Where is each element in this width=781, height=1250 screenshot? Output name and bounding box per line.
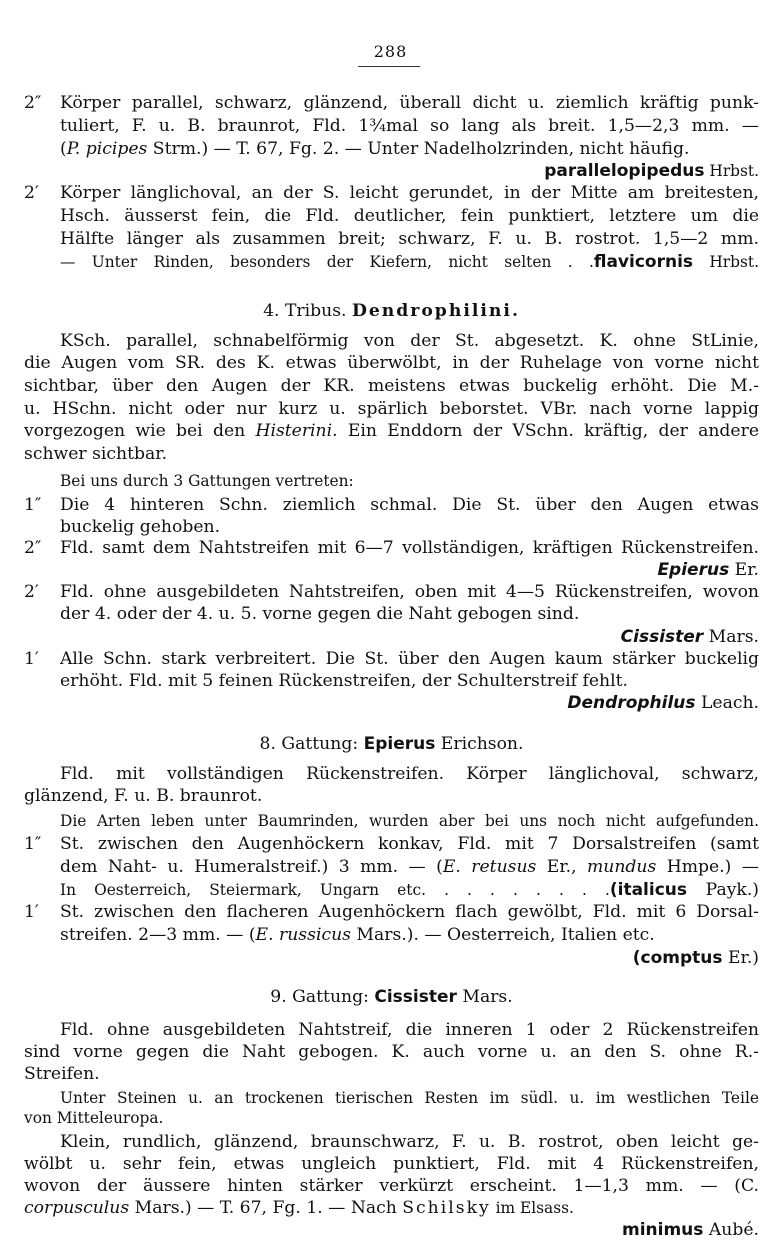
genus-line: Dendrophilus Leach. <box>567 693 759 713</box>
text-line: Die Arten leben unter Baumrinden, wurden aber bei uns noch nicht aufgefunden. <box>60 812 759 830</box>
synonym: P. picipes <box>66 139 148 159</box>
text-line: u. HSchn. nicht oder nur kurz u. spärlich beborstet. VBr. nach vorne lappig <box>24 399 759 419</box>
text-line: der 4. oder der 4. u. 5. vorne gegen die Naht gebogen sind. <box>60 604 580 624</box>
text-line: von Mitteleuropa. <box>24 1109 164 1127</box>
text-line: dem Naht- u. Humeralstreif.) 3 mm. — (E. retusus Er., mundus Hmpe.) — <box>60 857 759 877</box>
species-line <box>24 1219 759 1241</box>
key-line-1pp: 1″ St. zwischen den Augenhöckern konkav, Fld. mit 7 Dorsalstreifen (samt <box>24 834 759 854</box>
text-line: Fld. mit vollständigen Rückenstreifen. Körper länglichoval, schwarz, <box>60 764 759 784</box>
tribus-name: Dendrophilini. <box>351 301 520 321</box>
text-line: KSch. parallel, schnabelförmig von der St. abgesetzt. K. ohne StLinie, <box>60 331 759 351</box>
species-line: In Oesterreich, Steiermark, Ungarn etc. . . . . . . . .(italicus Payk.) <box>60 880 759 900</box>
species-line <box>24 160 759 182</box>
species-author: Hrbst. <box>704 162 759 180</box>
text-line: Streifen. <box>24 1064 100 1084</box>
species-name: parallelopipedus <box>544 161 705 181</box>
key-line-2pp <box>24 92 759 114</box>
text-line: wovon der äussere hinten stärker verkürzt erscheint. 1—1,3 mm. — (C. <box>24 1176 759 1196</box>
key-number: 2′ <box>24 183 39 203</box>
text-line: erhöht. Fld. mit 5 feinen Rückenstreifen, der Schulterstreif fehlt. <box>60 671 628 691</box>
genus-name: Cissister <box>374 987 457 1007</box>
page-number-rule <box>358 66 420 67</box>
species-name: flavicornis <box>593 252 694 272</box>
species-name: (comptus <box>632 948 723 968</box>
text-line: schwer sichtbar. <box>24 444 168 464</box>
species-author: Er.) <box>722 948 759 968</box>
genus-line: Cissister Mars. <box>620 627 759 647</box>
species-line <box>24 947 759 969</box>
genus-heading: 8. Gattung: Epierus Erichson. <box>259 734 524 754</box>
key-line-2p: 2′ Körper länglichoval, an der S. leicht gerundet, in der Mitte am breitesten, <box>24 183 759 203</box>
genus-name: Epierus <box>657 560 730 580</box>
text-line: die Augen vom SR. des K. etwas überwölbt, in der Ruhelage von vorne nicht <box>24 353 759 373</box>
text-line: glänzend, F. u. B. braunrot. <box>24 786 263 806</box>
species-author: Hrbst. <box>693 253 759 271</box>
text-line: vorgezogen wie bei den Histerini. Ein Enddorn der VSchn. kräftig, der andere <box>24 421 759 441</box>
genus-heading: 9. Gattung: Cissister Mars. <box>270 987 513 1007</box>
text-line: wölbt u. sehr fein, etwas ungleich punktiert, Fld. mit 4 Rückenstreifen, <box>24 1154 759 1174</box>
key-line-2pp: 2″ Fld. samt dem Nahtstreifen mit 6—7 vollständigen, kräftigen Rückenstreifen. <box>24 538 759 558</box>
text-line: buckelig gehoben. <box>60 517 221 537</box>
text-line: corpusculus Mars.) — T. 67, Fg. 1. — Nach Schilsky im Elsass. <box>24 1198 574 1218</box>
text-line: sind vorne gegen die Naht gebogen. K. auch vorne u. an den S. ohne R.- <box>24 1042 759 1062</box>
genus-line: Epierus Er. <box>657 560 759 580</box>
key-line-1p: 1′ St. zwischen den flacheren Augenhöckern flach gewölbt, Fld. mit 6 Dorsal- <box>24 902 759 922</box>
text-line: tuliert, F. u. B. braunrot, Fld. 1¾mal so lang als breit. 1,5—2,3 mm. — <box>60 116 759 136</box>
person-name: Schilsky <box>402 1198 491 1218</box>
species-author: Aubé. <box>703 1220 759 1240</box>
genus-name: Epierus <box>363 734 436 754</box>
key-line-2p: 2′ Fld. ohne ausgebildeten Nahtstreifen, oben mit 4—5 Rückenstreifen, wovon <box>24 582 759 602</box>
species-author: Payk.) <box>687 880 759 900</box>
tribus-heading: 4. Tribus. Dendrophilini. <box>263 301 520 321</box>
text-line: Fld. ohne ausgebildeten Nahtstreif, die inneren 1 oder 2 Rückenstreifen <box>60 1020 759 1040</box>
text-line: Bei uns durch 3 Gattungen vertreten: <box>60 472 354 490</box>
text-line: Hälfte länger als zusammen breit; schwarz, F. u. B. rostrot. 1,5—2 mm. <box>60 229 759 249</box>
page-number: 288 <box>373 42 408 61</box>
text-line: Unter Steinen u. an trockenen tierischen Resten im südl. u. im westlichen Teile <box>60 1089 759 1107</box>
key-line-1p: 1′ Alle Schn. stark verbreitert. Die St. über den Augen kaum stärker buckelig <box>24 649 759 669</box>
text-line: Klein, rundlich, glänzend, braunschwarz, F. u. B. rostrot, oben leicht ge- <box>60 1132 759 1152</box>
text: Körper parallel, schwarz, glänzend, überall dicht u. ziemlich kräftig punk- <box>60 93 759 113</box>
species-name: (italicus <box>609 880 687 900</box>
text-line: Hsch. äusserst fein, die Fld. deutlicher, fein punktiert, letztere um die <box>60 206 759 226</box>
key-number: 2″ <box>24 93 42 113</box>
text-line: sichtbar, über den Augen der KR. meistens etwas buckelig erhöht. Die M.- <box>24 376 759 396</box>
key-line-1pp: 1″ Die 4 hinteren Schn. ziemlich schmal. Die St. über den Augen etwas <box>24 495 759 515</box>
genus-name: Dendrophilus <box>567 693 696 713</box>
species-name: minimus <box>622 1220 704 1240</box>
species-line: — Unter Rinden, besonders der Kiefern, nicht selten . .flavicornis Hrbst. <box>60 252 759 272</box>
genus-name: Cissister <box>620 627 704 647</box>
text-line: (P. picipes Strm.) — T. 67, Fg. 2. — Unter Nadelholzrinden, nicht häufig. <box>60 139 690 159</box>
text-line: streifen. 2—3 mm. — (E. russicus Mars.). — Oesterreich, Italien etc. <box>60 925 655 945</box>
